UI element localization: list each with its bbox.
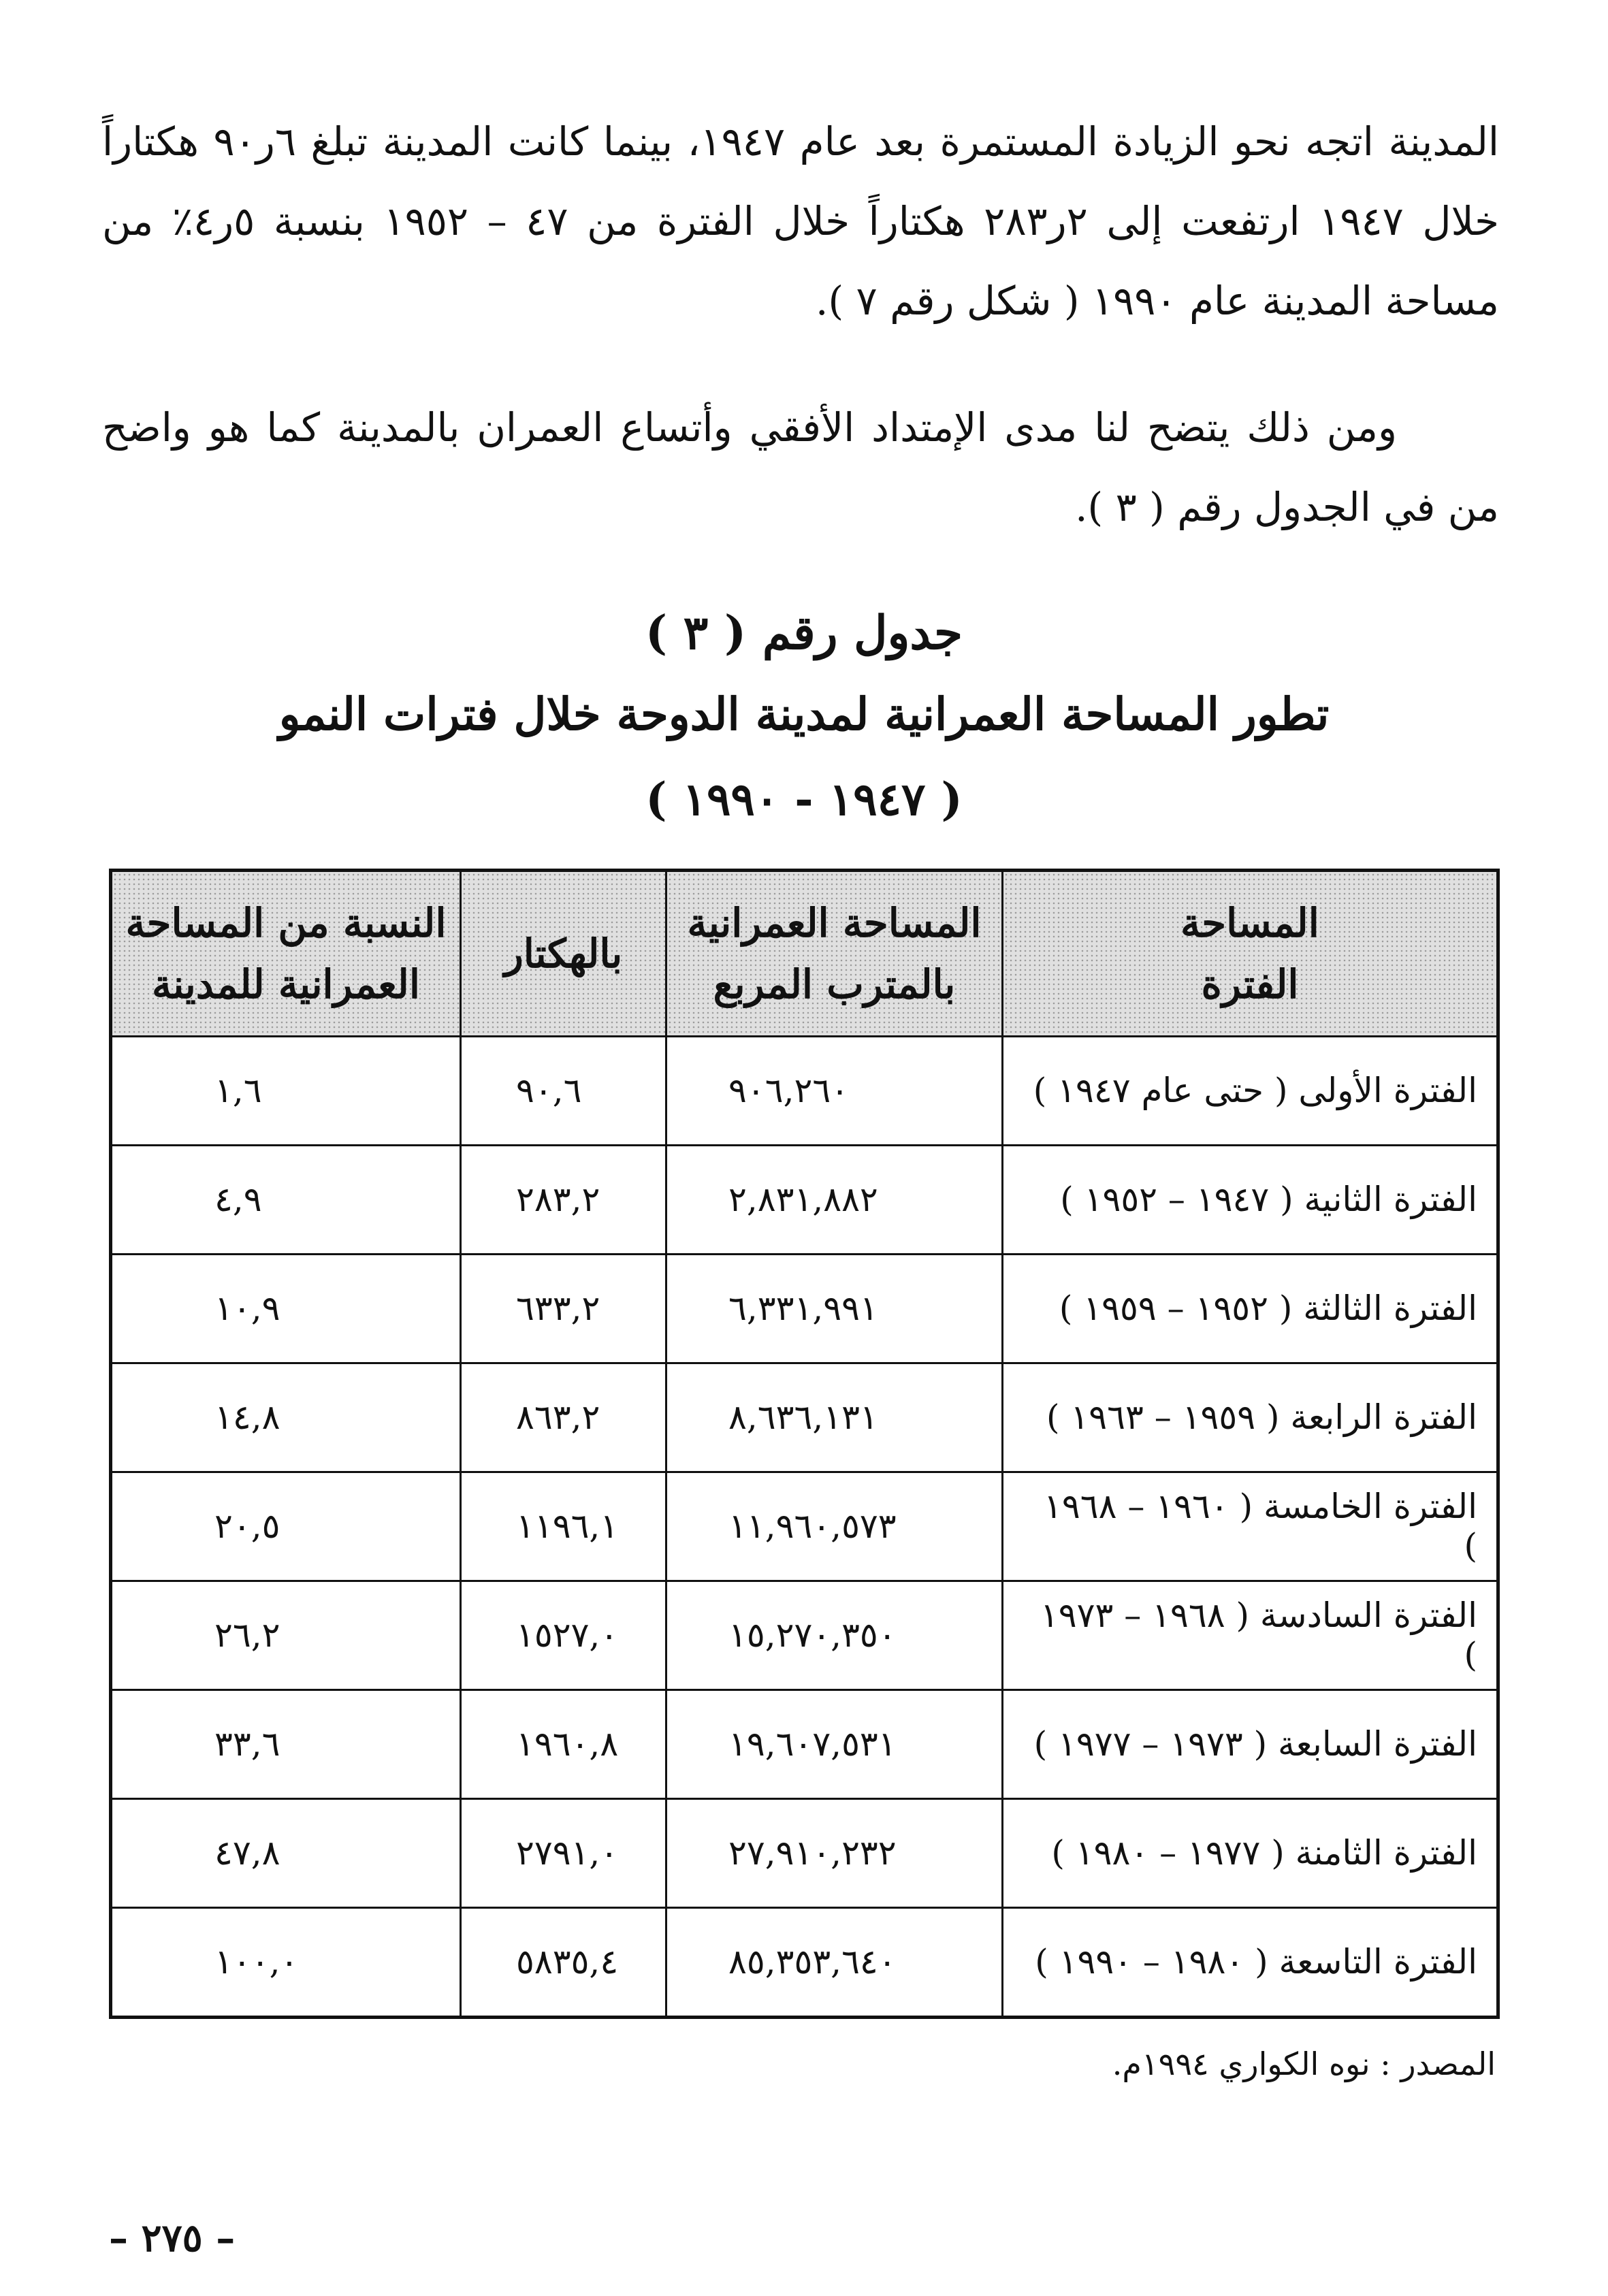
urban-area-table bbox=[109, 869, 1500, 2019]
page-number: – ٢٧٥ – bbox=[109, 2216, 236, 2261]
table-row bbox=[111, 1254, 1498, 1363]
cell-percent: ١٠,٩ bbox=[111, 1254, 461, 1363]
table-row bbox=[111, 1363, 1498, 1472]
cell-hectare: ٥٨٣٥,٤ bbox=[461, 1907, 666, 2017]
cell-period: الفترة الثامنة ( ١٩٧٧ – ١٩٨٠ ) bbox=[1003, 1798, 1498, 1907]
header-area-m2-line1: المساحة العمرانية bbox=[687, 900, 982, 946]
cell-area-m2: ٢٧,٩١٠,٢٣٢ bbox=[666, 1798, 1003, 1907]
table-title-heading: تطور المساحة العمرانية لمدينة الدوحة خلال فترات النمو bbox=[278, 688, 1330, 741]
cell-hectare: ٦٣٣,٢ bbox=[461, 1254, 666, 1363]
cell-hectare: ١١٩٦,١ bbox=[461, 1472, 666, 1581]
cell-percent: ٣٣,٦ bbox=[111, 1689, 461, 1798]
table-row bbox=[111, 1798, 1498, 1907]
cell-area-m2: ٨,٦٣٦,١٣١ bbox=[666, 1363, 1003, 1472]
header-area-m2 bbox=[666, 871, 1003, 1037]
header-period bbox=[1003, 871, 1498, 1037]
table-years-heading: ( ١٩٤٧ - ١٩٩٠ ) bbox=[645, 773, 963, 826]
table-row bbox=[111, 1907, 1498, 2017]
cell-area-m2: ٢,٨٣١,٨٨٢ bbox=[666, 1145, 1003, 1254]
cell-period: الفترة التاسعة ( ١٩٨٠ – ١٩٩٠ ) bbox=[1003, 1907, 1498, 2017]
header-percent bbox=[111, 871, 461, 1037]
header-period-line1: المساحة bbox=[1180, 900, 1319, 946]
body-paragraph-1: المدينة اتجه نحو الزيادة المستمرة بعد عام ١٩٤٧، بينما كانت المدينة تبلغ ٦ر٩٠ هكتاراً خلال ١٩٤٧ ارتفعت إلى ٢ر٢٨٣ هكتاراً خلال الفترة من ٤٧ – ١٩٥٢ بنسبة ٥ر٤٪ من مساحة المدينة عام ١٩٩٠ ( شكل رقم ٧ ). bbox=[102, 118, 1500, 324]
cell-hectare: ١٩٦٠,٨ bbox=[461, 1689, 666, 1798]
cell-percent: ١٠٠,٠ bbox=[111, 1907, 461, 2017]
header-percent-line2: العمرانية للمدينة bbox=[152, 961, 420, 1007]
cell-area-m2: ٦,٣٣١,٩٩١ bbox=[666, 1254, 1003, 1363]
cell-area-m2: ١٥,٢٧٠,٣٥٠ bbox=[666, 1581, 1003, 1689]
cell-hectare: ١٥٢٧,٠ bbox=[461, 1581, 666, 1689]
cell-period: الفترة الثالثة ( ١٩٥٢ – ١٩٥٩ ) bbox=[1003, 1254, 1498, 1363]
cell-percent: ١,٦ bbox=[111, 1037, 461, 1146]
table-row bbox=[111, 1472, 1498, 1581]
table-row bbox=[111, 1581, 1498, 1689]
cell-period: الفترة الرابعة ( ١٩٥٩ – ١٩٦٣ ) bbox=[1003, 1363, 1498, 1472]
source-note: المصدر : نوه الكواري ١٩٩٤م. bbox=[1112, 2046, 1496, 2082]
cell-percent: ٢٠,٥ bbox=[111, 1472, 461, 1581]
cell-hectare: ٨٦٣,٢ bbox=[461, 1363, 666, 1472]
table-number-heading: جدول رقم ( ٣ ) bbox=[645, 606, 963, 660]
table-row bbox=[111, 1145, 1498, 1254]
cell-percent: ٢٦,٢ bbox=[111, 1581, 461, 1689]
cell-hectare: ٢٨٣,٢ bbox=[461, 1145, 666, 1254]
cell-area-m2: ١٩,٦٠٧,٥٣١ bbox=[666, 1689, 1003, 1798]
cell-percent: ٤,٩ bbox=[111, 1145, 461, 1254]
cell-period: الفترة الخامسة ( ١٩٦٠ – ١٩٦٨ ) bbox=[1003, 1472, 1498, 1581]
cell-period: الفترة الثانية ( ١٩٤٧ – ١٩٥٢ ) bbox=[1003, 1145, 1498, 1254]
table-row bbox=[111, 1689, 1498, 1798]
cell-hectare: ٩٠,٦ bbox=[461, 1037, 666, 1146]
body-paragraph-2: ومن ذلك يتضح لنا مدى الإمتداد الأفقي وأتساع العمران بالمدينة كما هو واضح من في الجدول رقم ( ٣ ). bbox=[102, 404, 1499, 530]
cell-hectare: ٢٧٩١,٠ bbox=[461, 1798, 666, 1907]
cell-area-m2: ٨٥,٣٥٣,٦٤٠ bbox=[666, 1907, 1003, 2017]
header-hectare: بالهكتار bbox=[461, 871, 666, 1037]
table-header-row bbox=[111, 871, 1498, 1037]
cell-percent: ١٤,٨ bbox=[111, 1363, 461, 1472]
header-period-line2: الفترة bbox=[1201, 961, 1299, 1007]
cell-period: الفترة السادسة ( ١٩٦٨ – ١٩٧٣ ) bbox=[1003, 1581, 1498, 1689]
cell-period: الفترة الأولى ( حتى عام ١٩٤٧ ) bbox=[1003, 1037, 1498, 1146]
table-row bbox=[111, 1037, 1498, 1146]
cell-area-m2: ٩٠٦,٢٦٠ bbox=[666, 1037, 1003, 1146]
cell-area-m2: ١١,٩٦٠,٥٧٣ bbox=[666, 1472, 1003, 1581]
cell-percent: ٤٧,٨ bbox=[111, 1798, 461, 1907]
header-percent-line1: النسبة من المساحة bbox=[125, 900, 447, 946]
cell-period: الفترة السابعة ( ١٩٧٣ – ١٩٧٧ ) bbox=[1003, 1689, 1498, 1798]
header-area-m2-line2: بالمترب المربع bbox=[713, 961, 956, 1007]
